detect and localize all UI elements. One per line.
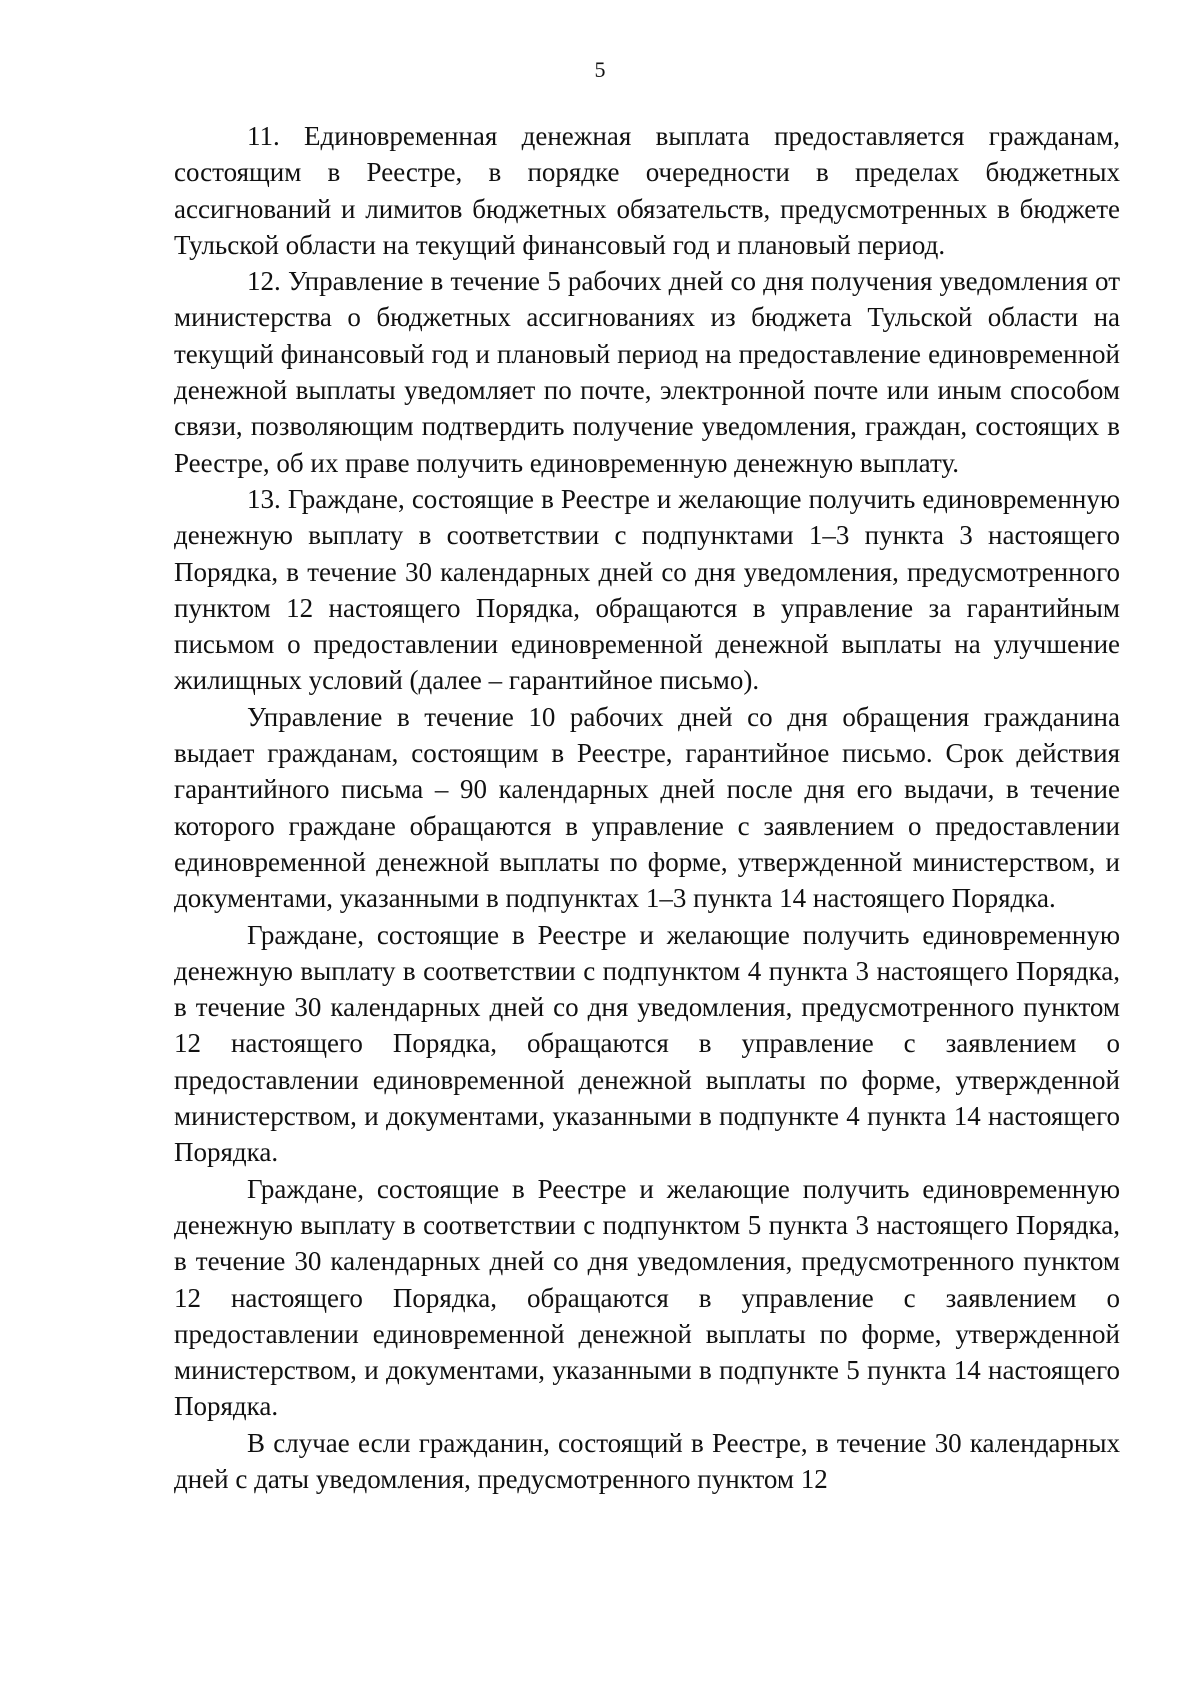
paragraph-11: 11. Единовременная денежная выплата предоставляется гражданам, состоящим в Реестре, в порядке очередности в пределах бюджетных ассигнований и лимитов бюджетных обязательств, предусмотренных в бюджете Тульской области на текущий финансовый год и плановый период.: [174, 121, 1120, 260]
paragraph-13-guarantee-letter: Управление в течение 10 рабочих дней со дня обращения гражданина выдает гражданам, состоящим в Реестре, гарантийное письмо. Срок действия гарантийного письма – 90 календарных дней после дня его выдачи, в течение которого граждане обращаются в управление с заявлением о предоставлении единовременной денежной выплаты по форме, утвержденной министерством, и документами, указанными в подпунктах 1–3 пункта 14 настоящего Порядка.: [174, 701, 1120, 914]
page-number: 5: [594, 57, 606, 82]
paragraph-13-subpoint-5: Граждане, состоящие в Реестре и желающие получить единовременную денежную выплату в соответствии с подпунктом 5 пункта 3 настоящего Порядка, в течение 30 календарных дней со дня уведомления, предусмотренного пунктом 12 настоящего Порядка, обращаются в управление с заявлением о предоставлении единовременной денежной выплаты по форме, утвержденной министерством, и документами, указанными в подпункте 5 пункта 14 настоящего Порядка.: [174, 1173, 1120, 1422]
paragraph-13-case: В случае если гражданин, состоящий в Реестре, в течение 30 календарных дней с даты уведомления, предусмотренного пунктом 12: [174, 1427, 1120, 1494]
paragraph-13: 13. Граждане, состоящие в Реестре и желающие получить единовременную денежную выплату в соответствии с подпунктами 1–3 пункта 3 настоящего Порядка, в течение 30 календарных дней со дня уведомления, предусмотренного пунктом 12 настоящего Порядка, обращаются в управление за гарантийным письмом о предоставлении единовременной денежной выплаты на улучшение жилищных условий (далее – гарантийное письмо).: [174, 483, 1120, 696]
paragraph-13-subpoint-4: Граждане, состоящие в Реестре и желающие получить единовременную денежную выплату в соответствии с подпунктом 4 пункта 3 настоящего Порядка, в течение 30 календарных дней со дня уведомления, предусмотренного пунктом 12 настоящего Порядка, обращаются в управление с заявлением о предоставлении единовременной денежной выплаты по форме, утвержденной министерством, и документами, указанными в подпункте 4 пункта 14 настоящего Порядка.: [174, 919, 1120, 1168]
paragraph-12: 12. Управление в течение 5 рабочих дней со дня получения уведомления от министерства о бюджетных ассигнованиях из бюджета Тульской области на текущий финансовый год и плановый период на предоставление единовременной денежной выплаты уведомляет по почте, электронной почте или иным способом связи, позволяющим подтвердить получение уведомления, граждан, состоящих в Реестре, об их праве получить единовременную денежную выплату.: [174, 266, 1120, 478]
document-body: [174, 118, 1120, 1497]
